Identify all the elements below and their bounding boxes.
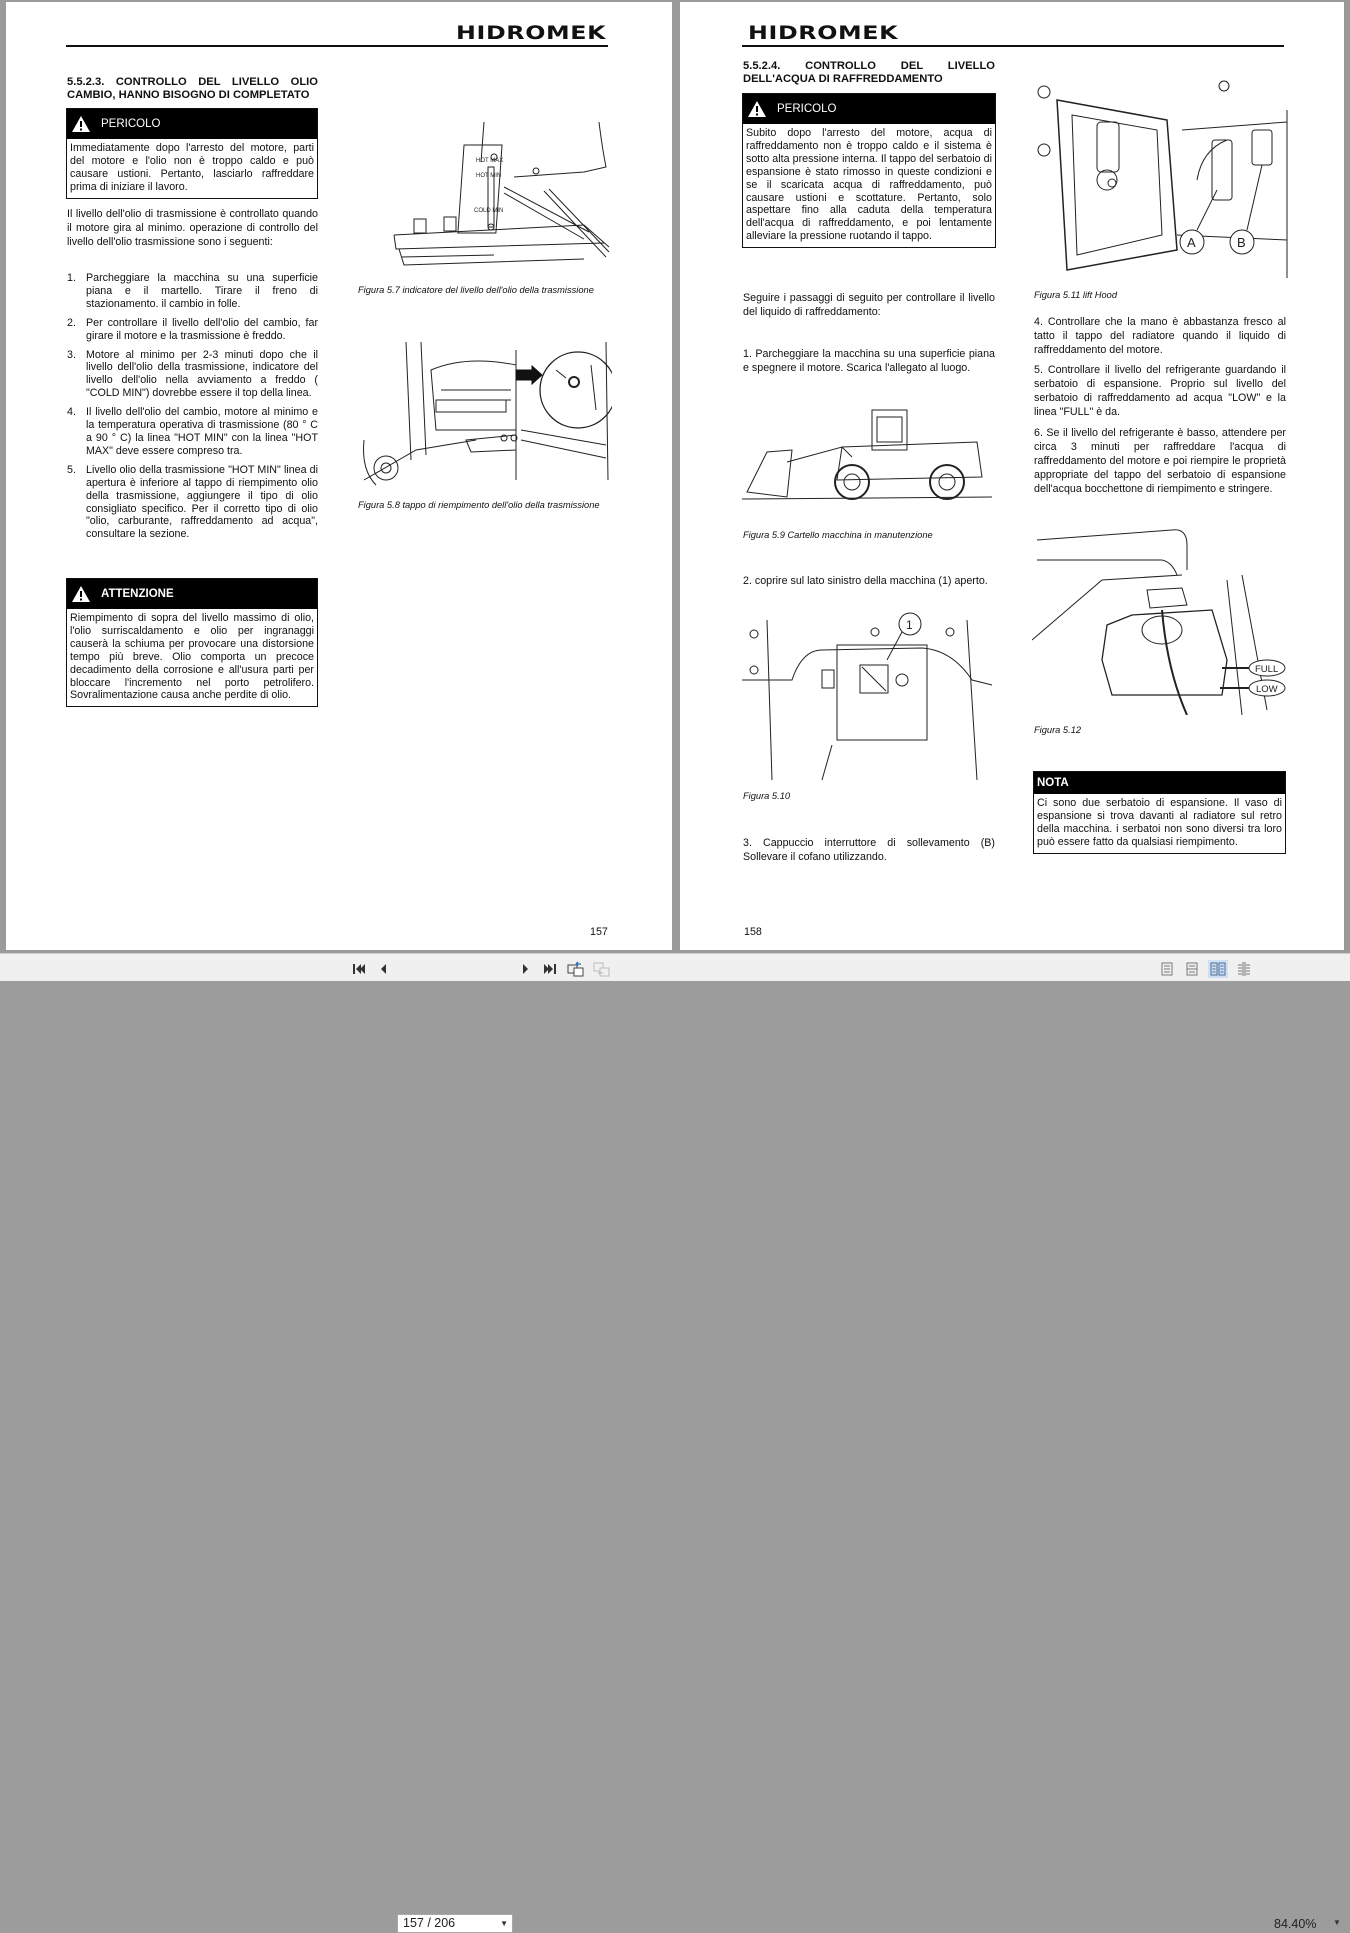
danger-box-header xyxy=(67,109,317,139)
last-page-icon xyxy=(543,963,557,975)
callout-b: B xyxy=(1237,235,1246,250)
caution-box-header xyxy=(67,579,317,609)
danger-box xyxy=(742,93,996,248)
intro-paragraph: Seguire i passaggi di seguito per controllare il livello del liquido di raffreddamento: xyxy=(743,292,995,318)
previous-view-icon xyxy=(567,961,585,977)
viewer-toolbar xyxy=(0,953,1350,1931)
page-157 xyxy=(6,2,672,950)
header-rule xyxy=(66,45,608,47)
step-1: 1. Parcheggiare la macchina su una superficie piana e spegnere il motore. Scarica l'allegato al luogo. xyxy=(743,348,995,374)
step-6: 6. Se il livello del refrigerante è basso, attendere per circa 3 minuti per raffreddare l'acqua di raffreddamento del motore e poi riempire le proprietà appropriate del tappo del serbatoio di espansione dell'acqua bocchettone di riempimento e stringere. xyxy=(1034,427,1286,495)
continuous-view-button[interactable] xyxy=(1183,960,1201,978)
first-page-icon xyxy=(352,963,366,975)
page-number: 157 xyxy=(590,926,608,938)
callout-a: A xyxy=(1187,235,1196,250)
single-page-view-button[interactable] xyxy=(1158,960,1176,978)
header-rule xyxy=(742,45,1284,47)
section-title: 5.5.2.4. CONTROLLO DEL LIVELLO DELL'ACQUA DI RAFFREDDAMENTO xyxy=(743,60,995,85)
danger-box-text: Immediatamente dopo l'arresto del motore, parti del motore e l'olio non è troppo caldo e può causare ustioni. Pertanto, lasciarlo raffreddare prima di iniziare il lavoro. xyxy=(70,142,314,193)
figure-5-11-caption: Figura 5.11 lift Hood xyxy=(1034,290,1118,300)
note-box-header xyxy=(1034,772,1285,794)
note-box-text: Ci sono due serbatoio di espansione. Il vaso di espansione si trova davanti al radiatore sul retro della macchina. i serbatoi non sono diversi tra loro può essere fatto da qualsiasi riempimento. xyxy=(1037,797,1282,848)
caution-box-text: Riempimento di sopra del livello massimo di olio, l'olio surriscaldamento e olio per ingranaggi causerà la schiuma per provocare una distorsione tempo più breve. Olio comporta un precoce decadimento della corrosione e all'usura parti per bloccare l'incremento nel porto petrolifero. Sovralimentazione causa anche perdite di olio. xyxy=(70,612,314,702)
step-4: 4. Controllare che la mano è abbastanza fresco al tatto il tappo del radiatore quando il liquido di raffreddamento del motore. xyxy=(1034,316,1286,356)
previous-page-button[interactable] xyxy=(374,960,392,978)
list-item: 2. Per controllare il livello dell'olio del cambio, far girare il motore e la trasmissione è freddo. xyxy=(67,316,318,342)
danger-box-text: Subito dopo l'arresto del motore, acqua di raffreddamento non è troppo caldo e il sistema è sotto alta pressione interna. Il tappo del serbatoio di espansione è stato rimosso in queste condizioni e se il scaricata acqua di raffreddamento, può causare ustioni e scottature. Pertanto, solo aspettare fino alla caduta della temperatura dell'acqua di raffreddamento, e poi lentamente alleviare la pressione ruotando il tappo. xyxy=(746,127,992,243)
next-view-button[interactable] xyxy=(593,960,611,978)
danger-box-title: PERICOLO xyxy=(101,118,161,130)
list-item: 4. Il livello dell'olio del cambio, motore al minimo e la temperatura operativa di trasmissione (80 ° C a 90 ° C) la linea "HOT MIN" con la linea "HOT MAX" deve essere compreso tra. xyxy=(67,406,318,457)
previous-view-button[interactable] xyxy=(567,960,585,978)
page-number: 158 xyxy=(744,926,762,938)
continuous-facing-view-button[interactable] xyxy=(1235,960,1253,978)
full-label: FULL xyxy=(1255,664,1279,675)
intro-paragraph: Il livello dell'olio di trasmissione è controllato quando il motore gira al minimo. operazione di controllo del livello dell'olio trasmissione sono i seguenti: xyxy=(67,208,318,248)
figure-5-8-caption: Figura 5.8 tappo di riempimento dell'olio della trasmissione xyxy=(358,500,600,510)
low-label: LOW xyxy=(1256,684,1278,695)
warning-triangle-icon xyxy=(747,100,767,118)
single-page-icon xyxy=(1161,962,1173,976)
danger-box xyxy=(66,108,318,199)
hidromek-logo: HIDROMEK xyxy=(456,22,607,44)
list-item: 1. Parcheggiare la macchina su una superficie piana e il martello. Tirare il freno di stazionamento. il cambio in folle. xyxy=(67,272,318,310)
danger-box-header xyxy=(743,94,995,124)
hot-max-label: HOT MAX xyxy=(476,158,504,164)
figure-5-9-caption: Figura 5.9 Cartello macchina in manutenzione xyxy=(743,530,933,540)
warning-triangle-icon xyxy=(71,115,91,133)
list-item: 5. Livello olio della trasmissione "HOT MIN" linea di apertura è inferiore al tappo di riempimento olio della trasmissione, aggiungere il tipo di olio consigliato specifico. Per il corretto tipo di olio "olio, carburante, raffreddamento ad acqua", consultare la sezione. xyxy=(67,463,318,541)
facing-pages-view-button[interactable] xyxy=(1208,960,1228,978)
figure-5-9-wheel-loader-illustration xyxy=(742,402,992,502)
next-view-icon xyxy=(593,961,611,977)
note-box-title: NOTA xyxy=(1037,777,1069,789)
previous-page-icon xyxy=(378,963,388,975)
figure-5-12-caption: Figura 5.12 xyxy=(1034,725,1082,735)
figure-5-10-side-cover-illustration xyxy=(742,610,997,780)
last-page-button[interactable] xyxy=(541,960,559,978)
continuous-icon xyxy=(1186,962,1198,976)
step-3: 3. Cappuccio interruttore di sollevamento (B) Sollevare il cofano utilizzando. xyxy=(743,837,995,863)
figure-5-7-oil-gauge-illustration xyxy=(384,117,610,277)
next-page-icon xyxy=(521,963,531,975)
hot-min-label: HOT MIN xyxy=(476,173,502,179)
step-2: 2. coprire sul lato sinistro della macchina (1) aperto. xyxy=(743,575,988,587)
list-item: 3. Motore al minimo per 2-3 minuti dopo che il livello dell'olio della trasmissione, indicatore del livello dell'olio nella avviamento a freddo ( "COLD MIN") dovrebbe essere il top della linea. xyxy=(67,348,318,400)
first-page-button[interactable] xyxy=(350,960,368,978)
warning-triangle-icon xyxy=(71,585,91,603)
continuous-facing-icon xyxy=(1236,962,1252,976)
facing-pages-icon xyxy=(1210,962,1226,976)
caution-box-title: ATTENZIONE xyxy=(101,588,174,600)
callout-1: 1 xyxy=(906,618,913,632)
caution-box xyxy=(66,578,318,707)
step-5: 5. Controllare il livello del refrigerante guardando il serbatoio di espansione. Proprio sul livello del serbatoio di raffreddamento ad acqua "LOW" e la linea "FULL" è da. xyxy=(1034,364,1286,418)
figure-5-10-caption: Figura 5.10 xyxy=(743,791,791,801)
figure-5-12-expansion-tank-illustration xyxy=(1032,520,1290,715)
page-158 xyxy=(680,2,1344,950)
cold-min-label: COLD MIN xyxy=(474,208,504,214)
danger-box-title: PERICOLO xyxy=(777,103,837,115)
note-box xyxy=(1033,771,1286,854)
zoom-level[interactable]: 84.40% xyxy=(1274,1917,1317,1931)
page-dropdown-arrow-icon[interactable]: ▼ xyxy=(500,1919,508,1928)
next-page-button[interactable] xyxy=(517,960,535,978)
zoom-dropdown-arrow-icon[interactable]: ▼ xyxy=(1333,1918,1341,1927)
figure-5-11-lift-hood-illustration xyxy=(1032,80,1290,278)
figure-5-8-oil-fill-cap-illustration xyxy=(356,340,612,488)
section-title: 5.5.2.3. CONTROLLO DEL LIVELLO OLIO CAMBIO, HANNO BISOGNO DI COMPLETATO xyxy=(67,76,318,101)
steps-list xyxy=(67,272,318,547)
document-viewport[interactable] xyxy=(0,0,1350,953)
figure-5-7-caption: Figura 5.7 indicatore del livello dell'olio della trasmissione xyxy=(358,285,594,295)
page-number-input[interactable]: 157 / 206 ▼ xyxy=(397,1914,513,1933)
hidromek-logo: HIDROMEK xyxy=(748,22,899,44)
